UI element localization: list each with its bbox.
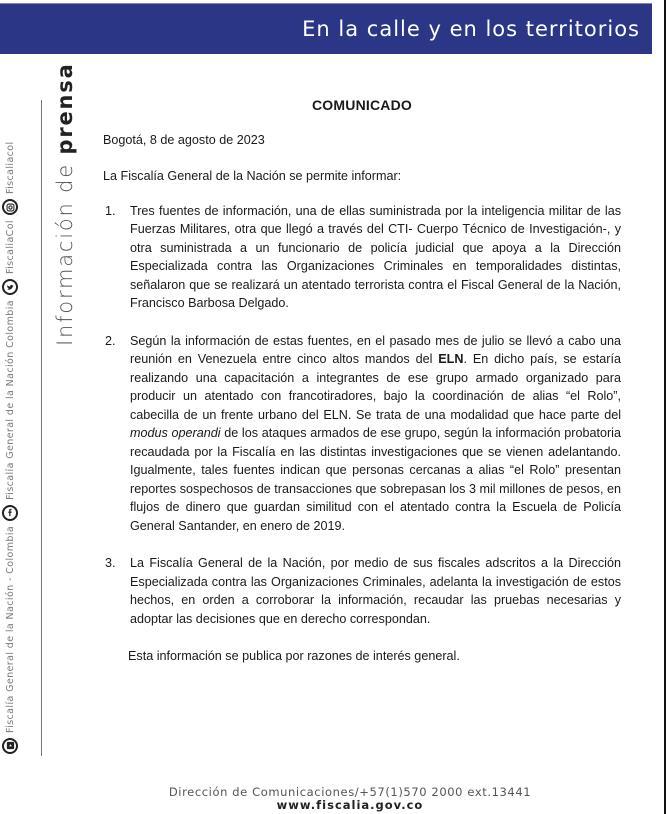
item-number: 1.: [105, 203, 116, 218]
header-banner: [0, 3, 652, 54]
press-label-bold: prensa: [53, 62, 77, 155]
item-text: Tres fuentes de información, una de ellas suministrada por la inteligencia militar de las Fuerzas Militares, otra que llegó a través del CTI- Cuerpo Técnico de Investigación-, y otra suministrada a un funcionario de policía judicial que apoya a la Dirección Especializada contra las Organizaciones Criminales en temporalidades distintas, señalaron que se realizará un atentado terrorista contra el Fiscal General de la Nación, Francisco Barbosa Delgado.: [130, 203, 621, 310]
footer-website-link[interactable]: www.fiscalia.gov.co: [276, 798, 424, 812]
item-number: 3.: [105, 556, 116, 570]
item-text-part: de los ataques armados de ese grupo, según la información probatoria recaudada por la Fiscalía en las distintas investigaciones que se vienen adelantando. Igualmente, tales fuentes indican que personas cercanas a alias “el Rolo” presentan reportes sospechosos de transacciones que sobrepasan los 3 mil millones de pesos, en flujos de dinero que guardan similitud con el atentado contra la Escuela de Policía General Santander, en enero de 2019.: [130, 426, 621, 533]
instagram-icon[interactable]: [2, 199, 18, 215]
document-intro: La Fiscalía General de la Nación se permite informar:: [103, 169, 402, 183]
instagram-label[interactable]: Fiscaliacol: [4, 141, 16, 195]
press-label-light: Información de: [53, 154, 77, 346]
item-text: La Fiscalía General de la Nación, por medio de sus fiscales adscritos a la Dirección Especializada contra las Organizaciones Criminales, adelanta la investigación de estos hechos, en orden a corroborar la información, recaudar las pruebas necesarias y adoptar las decisiones que en derecho correspondan.: [130, 556, 621, 626]
list-item: [103, 332, 621, 536]
press-info-label: [53, 62, 77, 346]
document-closing: Esta información se publica por razones de interés general.: [128, 649, 460, 663]
document-date: Bogotá, 8 de agosto de 2023: [103, 132, 265, 147]
social-links: [2, 141, 18, 754]
youtube-label[interactable]: Fiscalía General de la Nación - Colombia: [4, 525, 16, 733]
item-text: [130, 332, 621, 536]
item-text-part: . En dicho país, se estaría realizando una capacitación a integrantes de ese grupo armado organizado para producir un atentado con francotiradores, bajo la coordinación de alias “el Rolo”, cabecilla de un frente urbano del ELN. Se trata de una modalidad que hace parte del: [130, 352, 622, 422]
item-text-bold: ELN: [438, 352, 464, 366]
sidebar-divider: [41, 100, 42, 756]
press-release: [103, 96, 621, 666]
footer-contact: Dirección de Comunicaciones/+57(1)570 2000 ext.13441: [168, 785, 532, 799]
footer: [0, 786, 667, 812]
item-text-italic: modus operandi: [130, 426, 221, 440]
list-item: [103, 202, 621, 313]
item-text-part: Según la información de estas fuentes, en el pasado mes de julio se llevó a cabo una reunión en Venezuela entre cinco altos mandos del: [130, 333, 621, 366]
document-title: COMUNICADO: [312, 97, 412, 113]
facebook-icon[interactable]: [2, 505, 18, 521]
facebook-label[interactable]: Fiscalía General de la Nación Colombia: [4, 300, 16, 500]
youtube-icon[interactable]: [2, 738, 18, 754]
twitter-label[interactable]: FiscaliaCol: [4, 220, 16, 275]
list-item: [103, 554, 621, 628]
twitter-icon[interactable]: [2, 279, 18, 295]
header-tagline: En la calle y en los territorios: [302, 17, 640, 41]
item-number: 2.: [105, 333, 116, 348]
page-border: [664, 0, 666, 814]
